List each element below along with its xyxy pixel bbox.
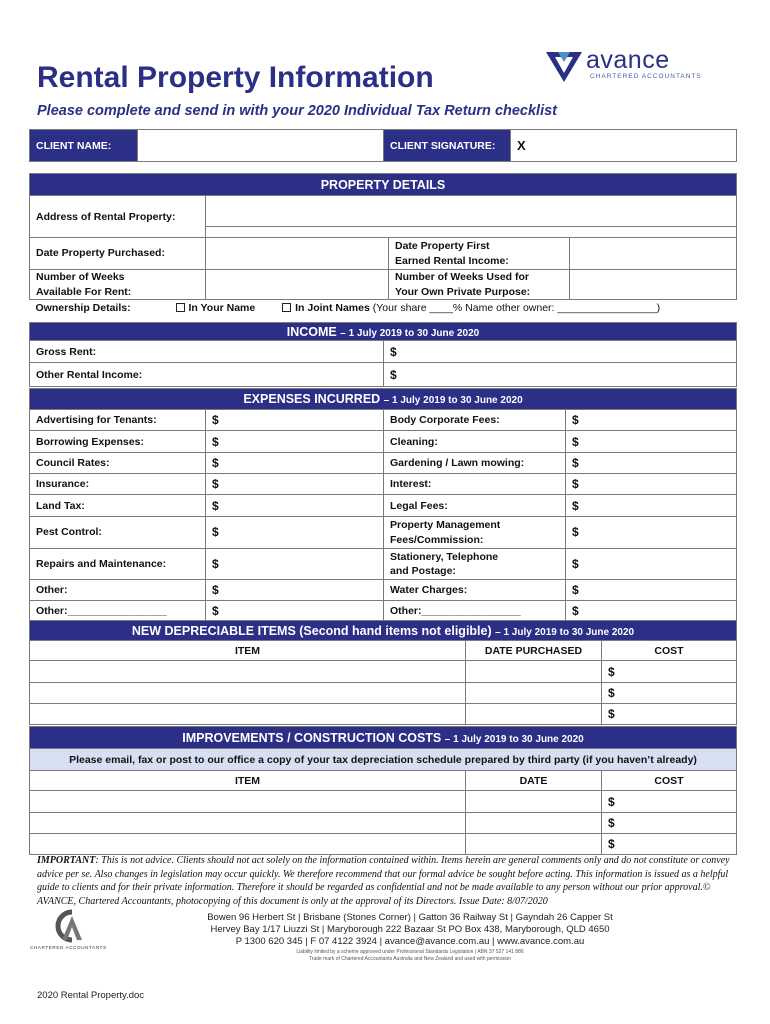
client-table (29, 129, 737, 162)
signature-mark: X (517, 138, 526, 153)
expense-field[interactable]: $ (566, 410, 737, 431)
depreciable-table (29, 620, 737, 725)
item-field[interactable] (30, 683, 466, 704)
date-field[interactable] (466, 661, 602, 683)
expense-field[interactable]: $ (206, 410, 384, 431)
address-field[interactable] (206, 196, 737, 238)
improvements-heading: IMPROVEMENTS / CONSTRUCTION COSTS – 1 July 2019 to 30 June 2020 (30, 727, 737, 749)
other-income-label: Other Rental Income: (30, 363, 384, 387)
col-date-purchased: DATE PURCHASED (466, 641, 602, 661)
expense-field[interactable]: $ (566, 549, 737, 580)
col-item: ITEM (30, 771, 466, 791)
cost-field[interactable]: $ (602, 791, 737, 813)
date-field[interactable] (466, 834, 602, 855)
property-details-table (29, 173, 737, 316)
footer-offices: Bowen 96 Herbert St | Brisbane (Stones Corner) | Gatton 36 Railway St | Gayndah 26 Capper St (207, 912, 613, 923)
footer-trademark: Trade mark of Chartered Accountants Australia and New Zealand and used with permission (308, 956, 512, 962)
item-field[interactable] (30, 704, 466, 725)
avance-logo (544, 46, 702, 88)
expense-label: Property Management Fees/Commission: (384, 517, 566, 549)
expense-field[interactable]: $ (206, 549, 384, 580)
weeks-rent-label: Number of Weeks Available For Rent: (30, 270, 206, 300)
expense-label: Other:_________________ (30, 601, 206, 622)
expense-field[interactable]: $ (566, 517, 737, 549)
address-label: Address of Rental Property: (30, 196, 206, 238)
depreciable-heading: NEW DEPRECIABLE ITEMS (Second hand items not eligible) – 1 July 2019 to 30 June 2020 (30, 621, 737, 641)
checkbox-icon[interactable] (176, 303, 185, 312)
footer-liability: Liability limited by a scheme approved under Professional Standards Legislation | ABN 37 527 141 886 (296, 949, 524, 955)
cost-field[interactable]: $ (602, 704, 737, 725)
expense-field[interactable]: $ (206, 517, 384, 549)
avance-triangle-icon (544, 48, 584, 84)
improvements-table (29, 726, 737, 855)
footer-contact: P 1300 620 345 | F 07 4122 3924 | avance@avance.com.au | www.avance.com.au (235, 936, 585, 947)
gross-rent-label: Gross Rent: (30, 341, 384, 363)
expense-field[interactable]: $ (206, 601, 384, 622)
expense-label: Other: (30, 580, 206, 601)
income-table (29, 322, 737, 387)
expense-label: Advertising for Tenants: (30, 410, 206, 431)
expense-field[interactable]: $ (566, 431, 737, 453)
expense-label: Other:_________________ (384, 601, 566, 622)
expense-label: Borrowing Expenses: (30, 431, 206, 453)
item-field[interactable] (30, 791, 466, 813)
expense-label: Water Charges: (384, 580, 566, 601)
own-name-option[interactable]: In Your Name (176, 302, 256, 314)
page-subtitle: Please complete and send in with your 2020 Individual Tax Return checklist (37, 103, 558, 119)
date-purchased-field[interactable] (206, 238, 389, 270)
col-cost: COST (602, 771, 737, 791)
weeks-private-field[interactable] (570, 270, 737, 300)
expense-field[interactable]: $ (206, 580, 384, 601)
client-signature-label: CLIENT SIGNATURE: (384, 130, 511, 162)
ca-label: CHARTERED ACCOUNTANTS (30, 945, 107, 950)
document-filename: 2020 Rental Property.doc (37, 990, 145, 1001)
ca-emblem-icon (52, 908, 92, 944)
expenses-table (29, 388, 737, 622)
property-details-heading: PROPERTY DETAILS (30, 174, 737, 196)
page-title: Rental Property Information (37, 61, 434, 94)
expense-field[interactable]: $ (206, 474, 384, 495)
income-heading: INCOME – 1 July 2019 to 30 June 2020 (30, 323, 737, 341)
date-field[interactable] (466, 813, 602, 834)
date-field[interactable] (466, 704, 602, 725)
expense-label: Interest: (384, 474, 566, 495)
other-income-field[interactable]: $ (384, 363, 737, 387)
first-earned-field[interactable] (570, 238, 737, 270)
joint-detail: (Your share ____% Name other owner: _________________) (372, 301, 661, 314)
expenses-heading: EXPENSES INCURRED – 1 July 2019 to 30 June 2020 (30, 389, 737, 410)
gross-rent-field[interactable]: $ (384, 341, 737, 363)
ownership-label: Ownership Details: (35, 301, 131, 314)
client-name-field[interactable] (138, 130, 384, 162)
expense-label: Pest Control: (30, 517, 206, 549)
expense-label: Repairs and Maintenance: (30, 549, 206, 580)
col-date: DATE (466, 771, 602, 791)
cost-field[interactable]: $ (602, 683, 737, 704)
client-signature-field[interactable] (511, 130, 737, 162)
weeks-private-label: Number of Weeks Used for Your Own Private Purpose: (389, 270, 570, 300)
first-earned-label: Date Property First Earned Rental Income: (389, 238, 570, 270)
item-field[interactable] (30, 834, 466, 855)
weeks-rent-field[interactable] (206, 270, 389, 300)
logo-tagline: CHARTERED ACCOUNTANTS (590, 73, 702, 80)
date-purchased-label: Date Property Purchased: (30, 238, 206, 270)
expense-label: Land Tax: (30, 495, 206, 517)
expense-field[interactable]: $ (566, 580, 737, 601)
expense-label: Body Corporate Fees: (384, 410, 566, 431)
item-field[interactable] (30, 661, 466, 683)
depreciation-notice: Please email, fax or post to our office a copy of your tax depreciation schedule prepared by third party (if you haven’t already) (30, 749, 737, 771)
item-field[interactable] (30, 813, 466, 834)
ca-logo (30, 908, 120, 958)
expense-field[interactable]: $ (206, 431, 384, 453)
logo-wordmark: avance (586, 46, 670, 74)
joint-names-option[interactable]: In Joint Names (282, 302, 370, 314)
expense-label: Legal Fees: (384, 495, 566, 517)
cost-field[interactable]: $ (602, 834, 737, 855)
important-disclaimer: IMPORTANT: This is not advice. Clients should not act solely on the information contained within. Items herein are general comments only and do not constitute or convey advice per se. Also changes in legislation may occur quickly. We therefore recommend that our formal advice be sought before acting. This information is issued as a helpful guide to clients and for their private information. Therefore it should be regarded as confidential and not be made available to any person without our prior approval.© AVANCE, Chartered Accountants, photocopying of this document is only at the approval of its Directors. Issue Date: 8/07/2020 (37, 855, 730, 907)
client-name-label: CLIENT NAME: (30, 130, 138, 162)
expense-field[interactable]: $ (566, 453, 737, 474)
expense-label: Gardening / Lawn mowing: (384, 453, 566, 474)
expense-field[interactable]: $ (206, 453, 384, 474)
expense-label: Council Rates: (30, 453, 206, 474)
col-item: ITEM (30, 641, 466, 661)
date-field[interactable] (466, 683, 602, 704)
ownership-options (188, 300, 737, 316)
expense-field[interactable]: $ (206, 495, 384, 517)
expense-label: Stationery, Telephone and Postage: (384, 549, 566, 580)
expense-label: Insurance: (30, 474, 206, 495)
col-cost: COST (602, 641, 737, 661)
expense-label: Cleaning: (384, 431, 566, 453)
cost-field[interactable]: $ (602, 661, 737, 683)
expense-field[interactable]: $ (566, 601, 737, 622)
expense-field[interactable]: $ (566, 474, 737, 495)
checkbox-icon[interactable] (282, 303, 291, 312)
date-field[interactable] (466, 791, 602, 813)
footer-offices-2: Hervey Bay 1/17 Liuzzi St | Maryborough 222 Bazaar St PO Box 438, Maryborough, QLD 4650 (210, 924, 610, 935)
expense-field[interactable]: $ (566, 495, 737, 517)
cost-field[interactable]: $ (602, 813, 737, 834)
